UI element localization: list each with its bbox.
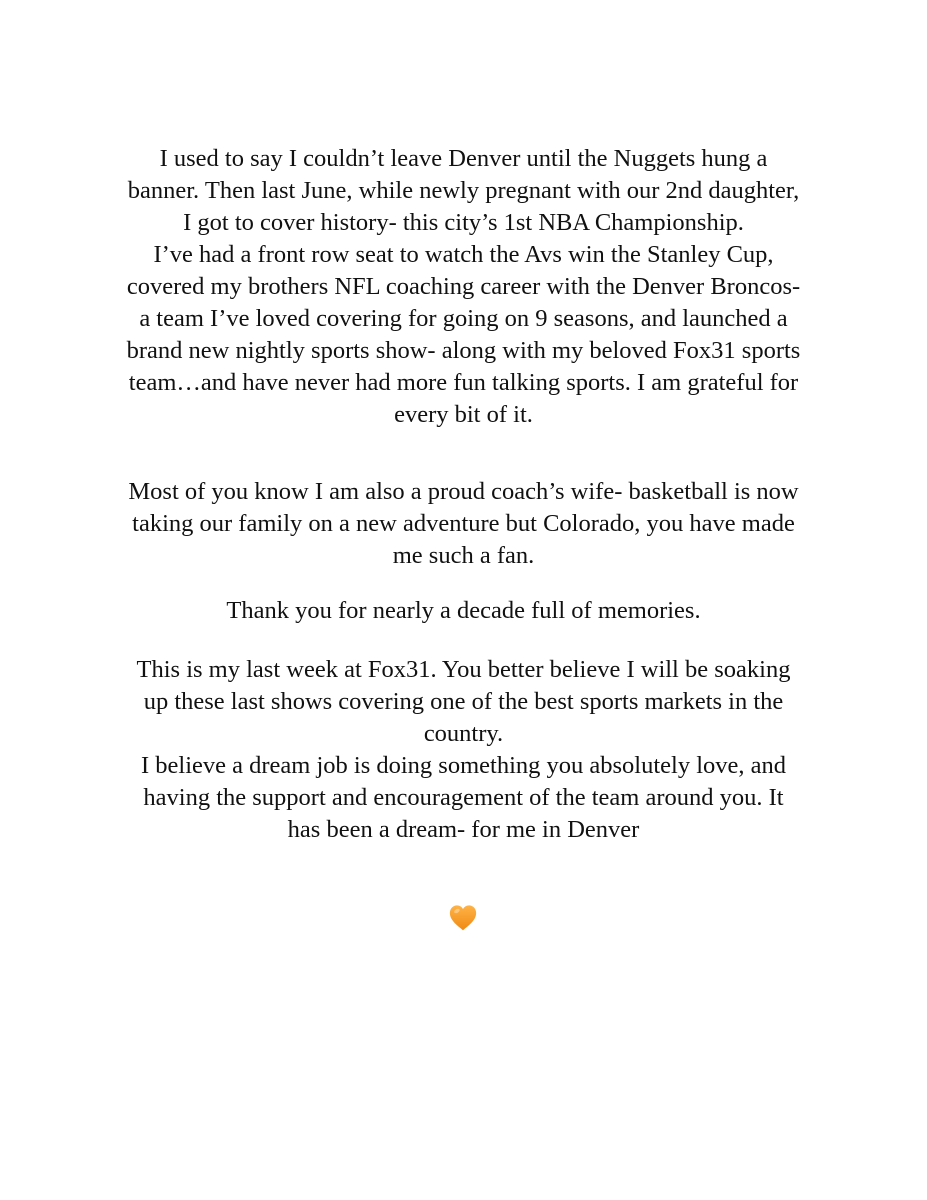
text-line: This is my last week at Fox31. You better believe I will be soaking (136, 656, 791, 683)
text-line: every bit of it. (394, 401, 533, 428)
text-line: Most of you know I am also a proud coach’s wife- basketball is now (128, 478, 799, 505)
text-line: Thank you for nearly a decade full of memories. (226, 597, 701, 624)
paragraph-career-highlights (0, 239, 927, 431)
text-line: team…and have never had more fun talking sports. I am grateful for (128, 369, 799, 396)
paragraph-thank-you (0, 595, 927, 627)
text-line: country. (423, 720, 504, 747)
text-line: I’ve had a front row seat to watch the Avs win the Stanley Cup, (153, 241, 774, 268)
paragraph-last-week (0, 654, 927, 846)
orange-heart-icon (448, 903, 478, 933)
text-line: I got to cover history- this city’s 1st NBA Championship. (183, 209, 744, 236)
text-line: up these last shows covering one of the best sports markets in the (143, 688, 784, 715)
paragraph-nuggets-banner (0, 143, 927, 239)
text-line: I used to say I couldn’t leave Denver until the Nuggets hung a (159, 145, 768, 172)
paragraph-coach-wife (0, 476, 927, 572)
text-line: I believe a dream job is doing something you absolutely love, and (140, 752, 787, 779)
text-line: taking our family on a new adventure but Colorado, you have made (132, 510, 795, 537)
text-line: me such a fan. (392, 542, 535, 569)
text-line: has been a dream- for me in Denver (287, 816, 640, 843)
text-line: a team I’ve loved covering for going on 9 seasons, and launched a (139, 305, 788, 332)
text-line: covered my brothers NFL coaching career with the Denver Broncos- (126, 273, 801, 300)
text-line: brand new nightly sports show- along with my beloved Fox31 sports (126, 337, 801, 364)
text-line: having the support and encouragement of the team around you. It (143, 784, 784, 811)
text-line: banner. Then last June, while newly pregnant with our 2nd daughter, (127, 177, 800, 204)
